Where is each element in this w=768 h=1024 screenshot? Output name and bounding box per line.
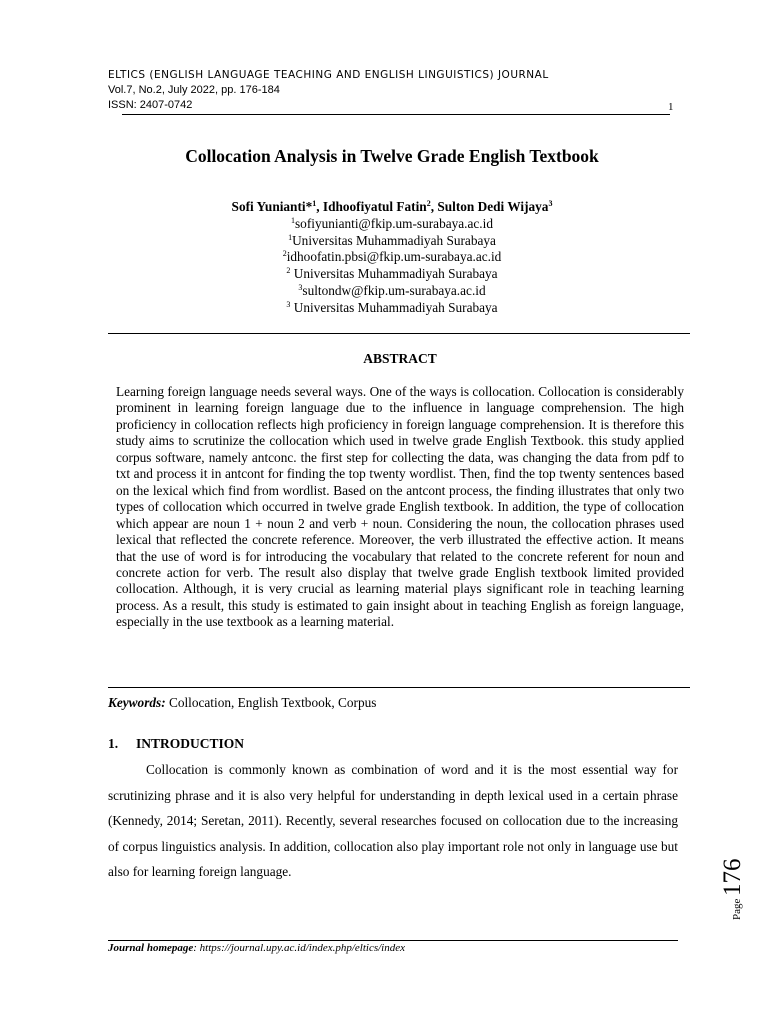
affiliation-text: Universitas Muhammadiyah Surabaya	[292, 233, 496, 248]
keywords	[108, 695, 376, 711]
affiliation-text: Universitas Muhammadiyah Surabaya	[290, 300, 498, 315]
affiliation-marker: 2	[286, 266, 291, 275]
keywords-value: Collocation, English Textbook, Corpus	[165, 695, 377, 710]
author-affiliation-marker: 2	[426, 199, 431, 208]
author-affiliation-marker: 3	[548, 199, 553, 208]
author-separator: ,	[316, 199, 323, 214]
abstract-text: Learning foreign language needs several ways. One of the ways is collocation. Collocation is considerably prominent in learning foreign language due to the influence in language comprehension. The high proficiency in collocation reflects high proficiency in foreign language comprehension. It is therefore this study aims to scrutinize the collocation which used in twelve grade English Textbook. this study applied corpus software, namely antconc. the first step for collecting the data, was changing the data from pdf to txt and process it in antcont for finding the top twenty wordlist. Then, find the top twenty sentences based on the lexical which find from wordlist. Based on the antcont process, the finding illustrates that only two types of collocation which occurred in twelve grade English textbook. In addition, the type of collocation which appear are noun 1 + noun 2 and verb + noun. Considering the noun, the collocation phrases used lexical that reflected the concrete reference. Moreover, the verb illustrated the effective action. It means that the use of word is for introducing the vocabulary that related to the concrete referent for noun and concrete action for verb. The result also display that twelve grade English textbook limited provided collocation. Although, it is very crucial as learning material plays significant role in teaching learning process. As a result, this study is estimated to gain insight about in teaching English as foreign language, especially in the use textbook as a learning material.	[116, 384, 684, 630]
abstract-heading: ABSTRACT	[363, 351, 437, 366]
author-email	[0, 216, 768, 232]
affiliation-marker: 1	[291, 216, 295, 225]
section-number: 1.	[108, 736, 119, 751]
author-affiliation	[0, 300, 768, 316]
author-affiliation-marker: 1	[312, 199, 317, 208]
section-heading-introduction	[108, 736, 244, 752]
author-affiliation	[0, 266, 768, 282]
page-number-stamp	[704, 848, 748, 928]
author-name: Sulton Dedi Wijaya	[437, 199, 549, 214]
abstract-bottom-divider	[108, 687, 690, 688]
issn: ISSN: 2407-0742	[108, 99, 193, 111]
author-list	[0, 199, 768, 215]
header-divider	[122, 114, 670, 115]
page-stamp-number: 176	[719, 858, 746, 896]
affiliation-marker: 1	[288, 233, 293, 242]
author-separator: ,	[430, 199, 438, 214]
homepage-label: Journal homepage	[108, 942, 194, 954]
journal-name: ELTICS (ENGLISH LANGUAGE TEACHING AND ENGLISH LINGUISTICS) JOURNAL	[108, 69, 549, 81]
affiliation-marker: 2	[282, 249, 287, 258]
affiliation-text: Universitas Muhammadiyah Surabaya	[290, 266, 498, 281]
homepage-link[interactable]: : https://journal.upy.ac.id/index.php/eltics/index	[193, 942, 405, 954]
footer-divider	[108, 940, 678, 941]
introduction-paragraph: Collocation is commonly known as combination of word and it is the most essential way for scrutinizing phrase and it is also very helpful for understanding in depth lexical used in a certain phrase (Kennedy, 2014; Seretan, 2011). Recently, several researches focused on collocation due to the increasing of corpus linguistics analysis. In addition, collocation also play important role not only in language use but also for learning foreign language.	[108, 762, 678, 879]
affiliation-marker: 3	[286, 300, 291, 309]
email-text: sofiyunianti@fkip.um-surabaya.ac.id	[295, 216, 493, 231]
header-page-number: 1	[668, 101, 674, 113]
abstract-top-divider	[108, 333, 690, 334]
author-name: Sofi Yunianti*	[231, 199, 313, 214]
author-email	[0, 249, 768, 265]
author-affiliation	[0, 233, 768, 249]
section-title: INTRODUCTION	[136, 736, 245, 751]
email-text: sultondw@fkip.um-surabaya.ac.id	[302, 283, 486, 298]
author-name: Idhoofiyatul Fatin	[322, 199, 427, 214]
author-email	[0, 283, 768, 299]
page-stamp-label: Page	[731, 898, 743, 920]
email-text: idhoofatin.pbsi@fkip.um-surabaya.ac.id	[286, 249, 502, 264]
affiliation-marker: 3	[298, 283, 303, 292]
issue-info: Vol.7, No.2, July 2022, pp. 176-184	[108, 84, 280, 96]
paper-title: Collocation Analysis in Twelve Grade English Textbook	[185, 146, 599, 166]
keywords-label: Keywords:	[108, 695, 166, 710]
journal-homepage	[108, 942, 405, 954]
